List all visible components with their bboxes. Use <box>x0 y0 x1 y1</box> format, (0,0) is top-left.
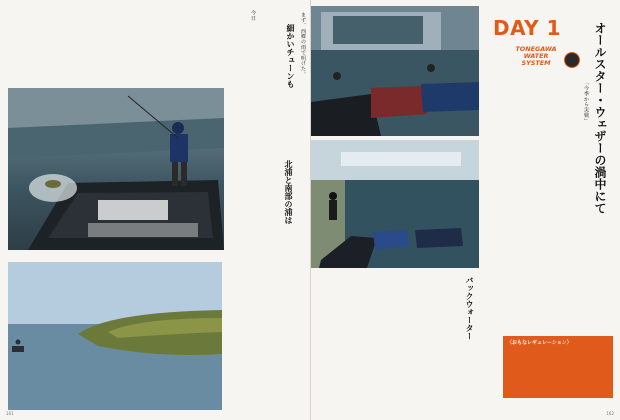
left-col-9 <box>66 10 92 86</box>
photo-angler-boat <box>8 88 224 250</box>
left-col-1: まず、西郷の雨で明けた。 <box>300 12 306 77</box>
photo-lake-reeds-art <box>8 262 222 410</box>
right-col-6 <box>423 272 451 410</box>
right-page-number: 162 <box>606 411 614 416</box>
emblem-icon <box>564 52 580 68</box>
left-col-2 <box>258 10 272 86</box>
caption-top-photo <box>240 94 280 154</box>
right-page <box>311 0 620 420</box>
regulation-title: 〈おもなレギュレーション〉 <box>507 340 572 346</box>
regulation-box <box>503 336 613 398</box>
caption-lock-photo <box>453 210 477 266</box>
brand-line-1: TONEGAWA <box>515 45 557 53</box>
photo-lake-reeds <box>8 262 222 410</box>
left-col-10 <box>38 10 64 86</box>
right-col-9 <box>319 272 357 410</box>
left-col-11 <box>12 10 36 86</box>
caption-bottom-photo <box>232 272 272 322</box>
left-col-4 <box>206 10 230 86</box>
right-col-8 <box>359 272 389 410</box>
photo-lock-boats-art <box>311 6 479 136</box>
left-col-3: 今日 <box>250 10 256 21</box>
photo-lock-boats <box>311 6 479 136</box>
day-title: DAY 1 <box>493 16 562 40</box>
main-title: オールスター・ウェザーの渦中にて <box>593 22 607 214</box>
right-col-5 <box>487 150 617 250</box>
brand-line-3: SYSTEM <box>521 59 551 67</box>
left-page-number: 161 <box>6 411 14 416</box>
left-headline-1: 細かいチューンも <box>286 24 295 88</box>
brand-line-2: WATER <box>523 52 549 60</box>
photo-angler-boat-art <box>8 88 224 250</box>
left-col-7 <box>122 10 148 86</box>
left-col-8 <box>94 10 120 86</box>
left-col-5 <box>178 10 204 86</box>
left-col-6 <box>150 10 176 86</box>
left-headline-3: 北浦と南部の浦は <box>284 160 293 224</box>
right-headline-a: バックウォーター <box>465 276 474 340</box>
right-col-7 <box>391 272 421 410</box>
right-col-1: 「今季から実戦」 <box>583 80 589 124</box>
